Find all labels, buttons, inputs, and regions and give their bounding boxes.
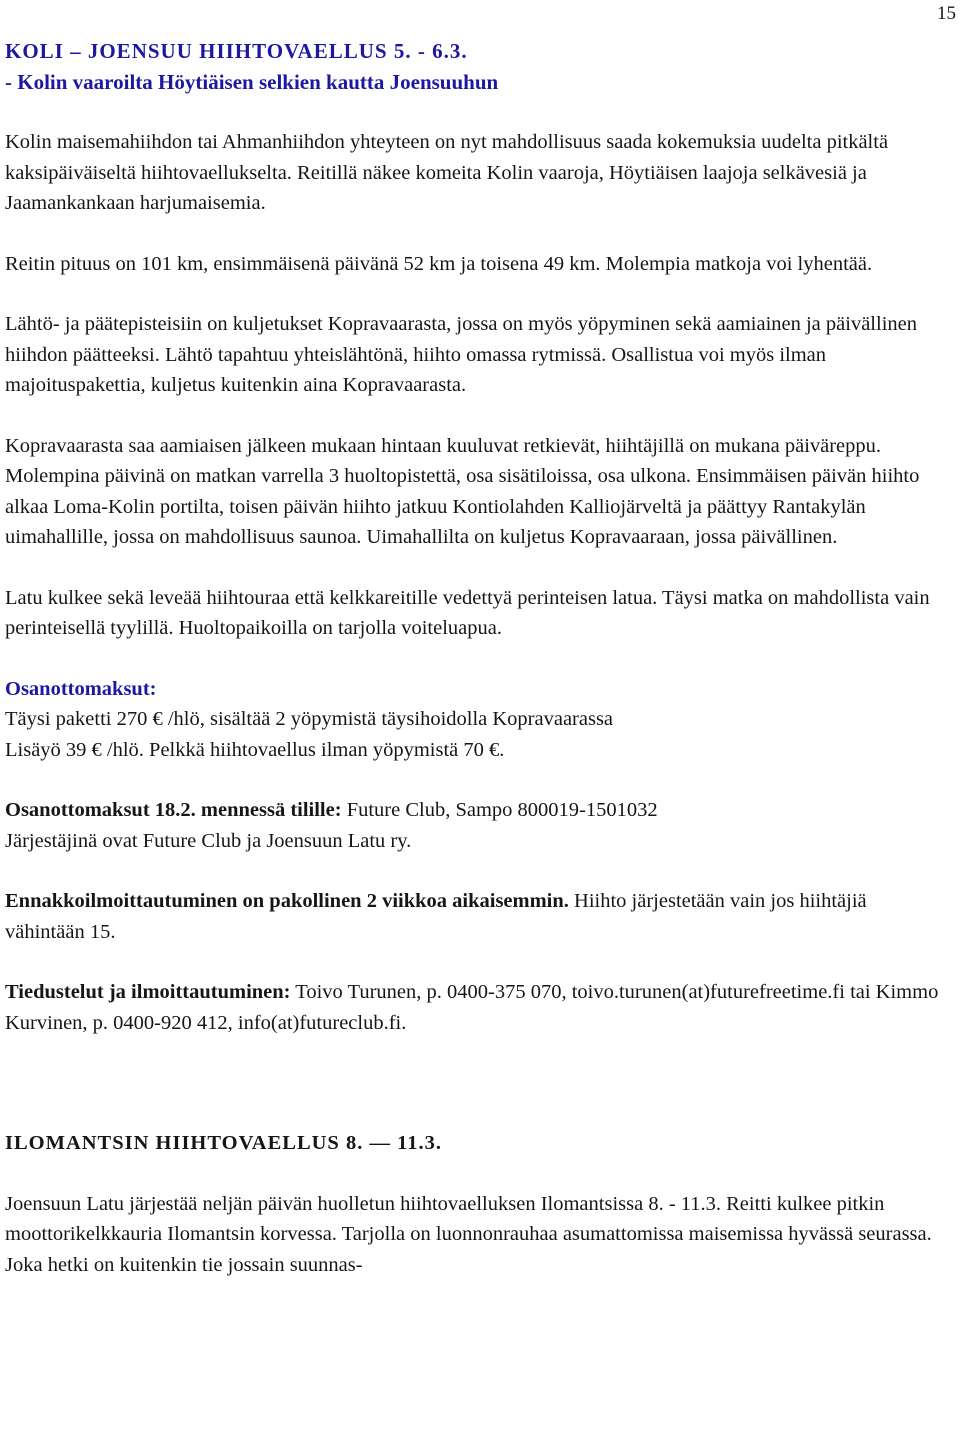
fees-line-full-package: Täysi paketti 270 € /hlö, sisältää 2 yöpymistä täysihoidolla Kopravaarassa	[5, 708, 614, 730]
fees-heading: Osanottomaksut:	[5, 677, 157, 700]
koli-intro-paragraph: Kolin maisemahiihdon tai Ahmanhiihdon yhteyteen on nyt mahdollisuus saada kokemuksia uudelta pitkältä kaksipäiväiseltä hiihtovaellukselta. Reitillä näkee komeita Kolin vaaroja, Höytiäisen laajoja selkävesiä ja Jaamankankaan harjumaisemia.	[5, 131, 889, 214]
registration-label: Ennakkoilmoittautuminen on pakollinen 2 viikkoa aikaisemmin.	[5, 890, 569, 912]
koli-track-paragraph: Latu kulkee sekä leveää hiihtouraa että kelkkareitille vedettyä perinteisen latua. Täysi matka on mahdollista vain perinteisellä tyylillä. Huoltopaikoilla on tarjolla voiteluapua.	[5, 586, 930, 639]
payment-account: Future Club, Sampo 800019-1501032	[341, 799, 658, 821]
koli-daily-details-paragraph: Kopravaarasta saa aamiaisen jälkeen mukaan hintaan kuuluvat retkievät, hiihtäjillä on mukana päiväreppu. Molempina päivinä on matkan varrella 3 huoltopistettä, osa sisätiloissa, osa ulkona. Ensimmäisen päivän hiihto alkaa Loma-Kolin portilta, toisen päivän hiihto jatkuu Kontiolahden Kalliojärveltä ja päättyy Rantakylän uimahallille, jossa on mahdollisuus saunoa. Uimahallilta on kuljetus Kopravaaraan, jossa päivällinen.	[5, 434, 920, 548]
ilomantsi-title: ILOMANTSIN HIIHTOVAELLUS 8. — 11.3.	[5, 1132, 442, 1154]
registration-text: Hiihto järjestetään vain jos hiihtäjiä vähintään 15.	[5, 890, 867, 943]
page-number: 15	[937, 3, 956, 24]
koli-title: KOLI – JOENSUU HIIHTOVAELLUS 5. - 6.3.	[5, 39, 468, 63]
ilomantsi-paragraph: Joensuun Latu järjestää neljän päivän huolletun hiihtovaelluksen Ilomantsissa 8. - 11.3. Reitti kulkee pitkin moottorikelkkauria Ilomantsin korvessa. Tarjolla on luonnonrauhaa asumattomissa maisemissa hyvässä seurassa. Joka hetki on kuitenkin tie jossain suunnas-	[5, 1192, 932, 1276]
inquiries-paragraph	[5, 977, 940, 1038]
organizers-paragraph: Järjestäjinä ovat Future Club ja Joensuun Latu ry.	[5, 829, 412, 852]
fees-line-extra-night: Lisäyö 39 € /hlö. Pelkkä hiihtovaellus ilman yöpymistä 70 €.	[5, 738, 505, 761]
registration-paragraph	[5, 886, 940, 947]
payment-paragraph	[5, 795, 940, 826]
koli-transport-paragraph: Lähtö- ja päätepisteisiin on kuljetukset Kopravaarasta, jossa on myös yöpyminen sekä aamiainen ja päivällinen hiihdon päätteeksi. Lähtö tapahtuu yhteislähtönä, hiihto omassa rytmissä. Osallistua voi myös ilman majoituspakettia, kuljetus kuitenkin aina Kopravaarasta.	[5, 313, 917, 396]
koli-subtitle: - Kolin vaaroilta Höytiäisen selkien kautta Joensuuhun	[5, 69, 499, 94]
payment-label: Osanottomaksut 18.2. mennessä tilille:	[5, 799, 342, 821]
koli-route-length-paragraph: Reitin pituus on 101 km, ensimmäisenä päivänä 52 km ja toisena 49 km. Molempia matkoja voi lyhentää.	[5, 252, 873, 275]
inquiries-text: Toivo Turunen, p. 0400-375 070, toivo.turunen(at)futurefreetime.fi tai Kimmo Kurvinen, p. 0400-920 412, info(at)futureclub.fi.	[5, 981, 939, 1034]
document-content	[5, 36, 940, 1280]
inquiries-label: Tiedustelut ja ilmoittautuminen:	[5, 981, 291, 1003]
